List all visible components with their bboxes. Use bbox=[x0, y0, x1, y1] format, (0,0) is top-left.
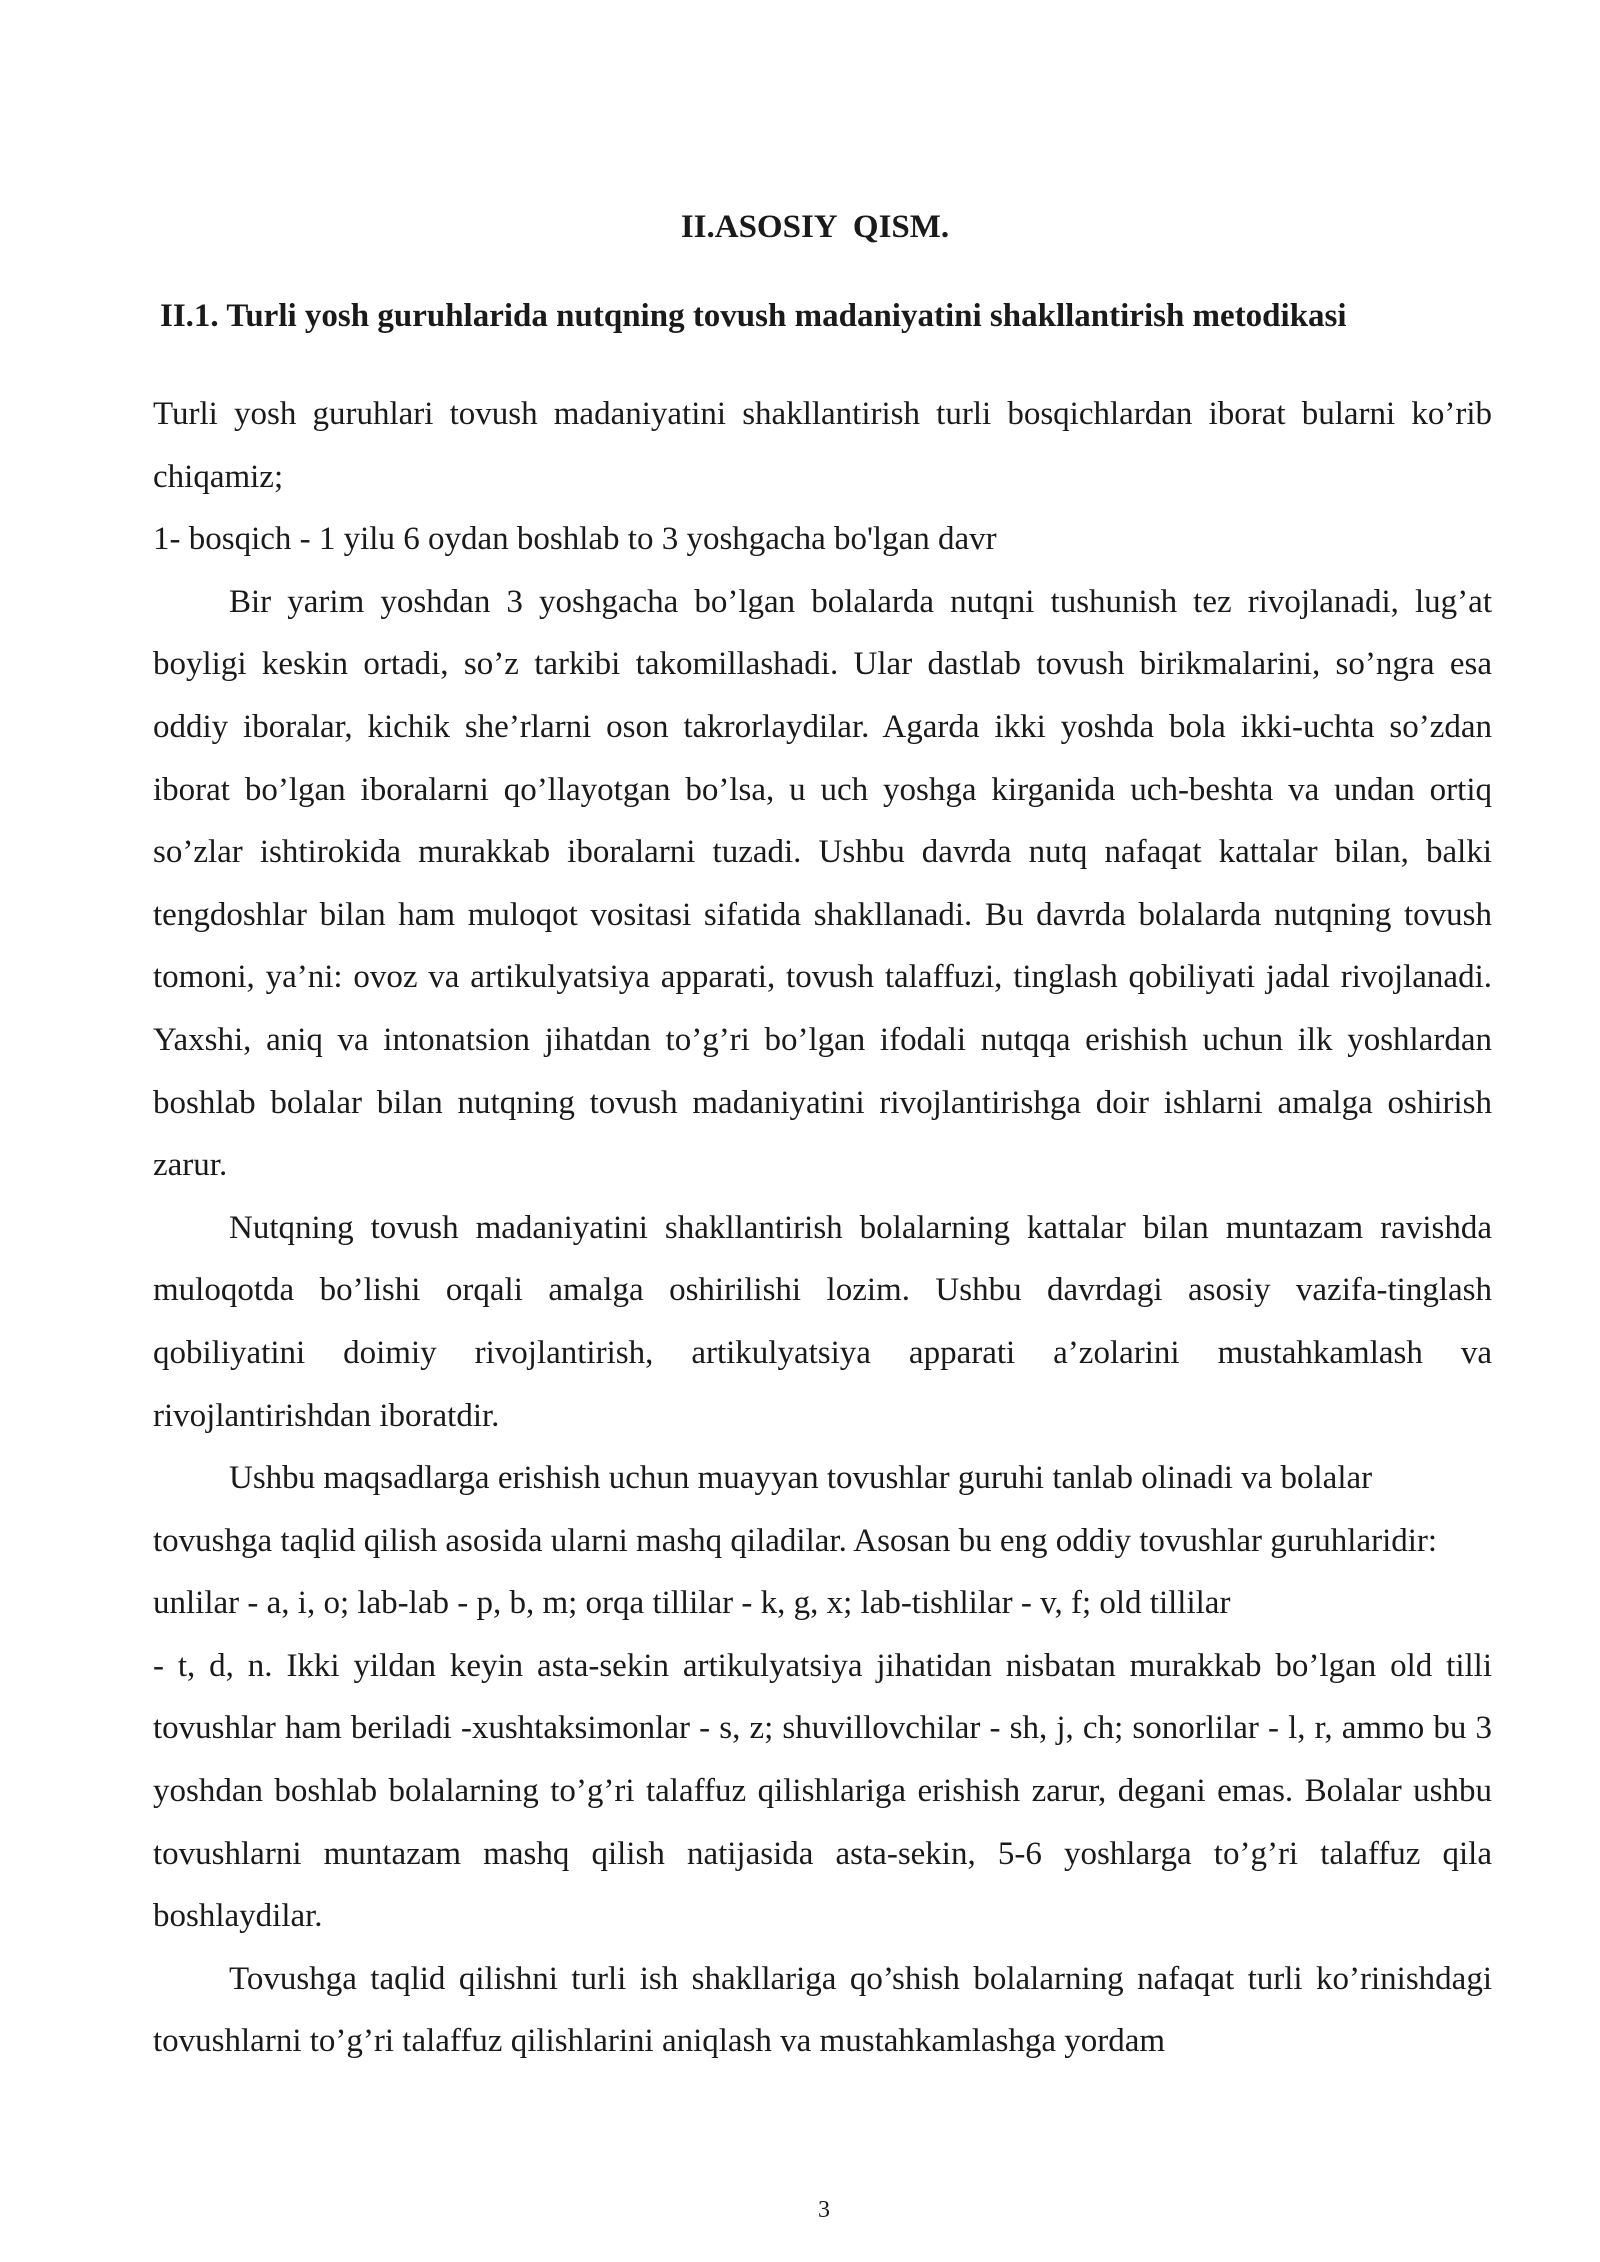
paragraph-stage-heading: 1- bosqich - 1 yilu 6 oydan boshlab to 3 yoshgacha bo'lgan davr bbox=[153, 521, 997, 558]
section-title: II.1. Turli yosh guruhlarida nutqning tovush madaniyatini shakllantirish metodikasi bbox=[160, 298, 1347, 334]
body-text bbox=[153, 383, 1492, 2073]
paragraph-speech-development: Bir yarim yoshdan 3 yoshgacha bo’lgan bolalarda nutqni tushunish tez rivojlanadi, lug’at boyligi keskin ortadi, so’z tarkibi takomillashadi. Ular dastlab tovush birikmalarini, so’ngra esa oddiy iboralar, kichik she’rlarni oson takrorlaydilar. Agarda ikki yoshda bola ikki-uchta so’zdan iborat bo’lgan iboralarni qo’llayotgan bo’lsa, u uch yoshga kirganida uch-beshta va undan ortiq so’zlar ishtirokida murakkab iboralarni tuzadi. Ushbu davrda nutq nafaqat kattalar bilan, balki tengdoshlar bilan ham muloqot vositasi sifatida shakllanadi. Bu davrda bolalarda nutqning tovush tomoni, ya’ni: ovoz va artikulyatsiya apparati, tovush talaffuzi, tinglash qobiliyati jadal rivojlanadi. Yaxshi, aniq va intonatsion jihatdan to’g’ri bo’lgan ifodali nutqqa erishish uchun ilk yoshlardan boshlab bolalar bilan nutqning tovush madaniyatini rivojlantirishga doir ishlarni amalga oshirish zarur. bbox=[153, 583, 1492, 1184]
paragraph-front-tongue-sounds: - t, d, n. Ikki yildan keyin asta-sekin artikulyatsiya jihatidan nisbatan murakkab bo’lgan old tilli tovushlar ham beriladi -xushtaksimonlar - s, z; shuvillovchilar - sh, j, ch; sonorlilar - l, r, ammo bu 3 yoshdan boshlab bolalarning to’g’ri talaffuz qilishlariga erishish zarur, degani emas. Bolalar ushbu tovushlarni muntazam mashq qilish natijasida asta-sekin, 5-6 yoshlarga to’g’ri talaffuz qila boshlaydilar. bbox=[153, 1647, 1492, 1935]
page-number: 3 bbox=[818, 2197, 830, 2223]
paragraph-intro: Turli yosh guruhlari tovush madaniyatini shakllantirish turli bosqichlardan iborat bularni ko’rib chiqamiz; bbox=[153, 396, 1492, 495]
paragraph-sound-groups: Ushbu maqsadlarga erishish uchun muayyan tovushlar guruhi tanlab olinadi va bolalar tovushga taqlid qilish asosida ularni mashq qiladilar. Asosan bu eng oddiy tovushlar guruhlaridir: unlilar - a, i, o; lab-lab - p, b, m; orqa tillilar - k, g, x; lab-tishlilar - v, f; old tillilar bbox=[153, 1460, 1438, 1622]
paragraph-imitation: Tovushga taqlid qilishni turli ish shakllariga qo’shish bolalarning nafaqat turli ko’rinishdagi tovushlarni to’g’ri talaffuz qilishlarini aniqlash va mustahkamlashga yordam bbox=[153, 1960, 1492, 2060]
paragraph-sound-culture: Nutqning tovush madaniyatini shakllantirish bolalarning kattalar bilan muntazam ravishda muloqotda bo’lishi orqali amalga oshirilishi lozim. Ushbu davrdagi asosiy vazifa-tinglash qobiliyatini doimiy rivojlantirish, artikulyatsiya apparati a’zolarini mustahkamlash va rivojlantirishdan iboratdir. bbox=[153, 1209, 1492, 1434]
chapter-title: II.ASOSIY QISM. bbox=[680, 209, 950, 245]
